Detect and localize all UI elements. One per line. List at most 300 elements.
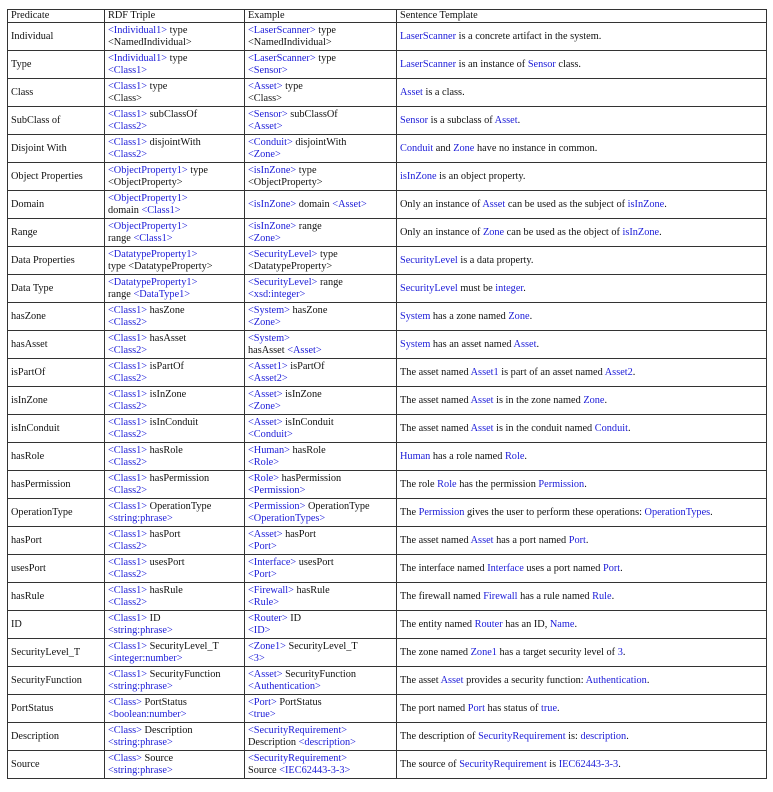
highlighted-term: <Zone> [248, 148, 281, 160]
plain-text: . [585, 534, 589, 546]
cell-line [108, 233, 241, 245]
cell-line [248, 753, 393, 765]
highlighted-term: <Firewall> [248, 584, 294, 596]
plain-text: Source [248, 764, 280, 776]
highlighted-term: <integer:number> [108, 652, 183, 664]
highlighted-term: <Class2> [108, 568, 148, 580]
plain-text: ID [147, 612, 161, 624]
cell-line [248, 373, 393, 385]
highlighted-term: Human [400, 450, 431, 462]
highlighted-term: <Class> [108, 752, 142, 764]
plain-text: is a data property. [457, 254, 534, 266]
highlighted-term: <Asset> [248, 668, 283, 680]
table-row [8, 163, 767, 191]
cell-line [248, 345, 393, 357]
highlighted-term: System [400, 338, 431, 350]
table-row [8, 191, 767, 219]
sentence-template-cell [397, 275, 767, 303]
highlighted-term: <SecurityRequirement> [248, 724, 348, 736]
highlighted-term: Conduit [400, 142, 434, 154]
cell-line [108, 93, 241, 105]
plain-text: The asset named [400, 534, 471, 546]
rdf-triple-cell [105, 107, 245, 135]
cell-line [108, 585, 241, 597]
rdf-triple-cell [105, 695, 245, 723]
table-row [8, 387, 767, 415]
highlighted-term: <Class1> [108, 500, 148, 512]
highlighted-term: 3 [617, 646, 623, 658]
example-cell [245, 471, 397, 499]
table-container [7, 9, 767, 779]
predicate-cell: SecurityFunction [8, 667, 105, 695]
plain-text: SecurityLevel_T [147, 640, 219, 652]
cell-line [248, 709, 393, 721]
example-cell [245, 191, 397, 219]
example-cell [245, 23, 397, 51]
plain-text: Only an instance of [400, 226, 483, 238]
predicate-cell: hasRole [8, 443, 105, 471]
cell-line [108, 401, 241, 413]
predicate-cell: Class [8, 79, 105, 107]
table-row [8, 639, 767, 667]
rdf-triple-cell [105, 247, 245, 275]
cell-line [108, 81, 241, 93]
cell-line [108, 569, 241, 581]
table-row [8, 555, 767, 583]
rdf-triple-cell [105, 359, 245, 387]
cell-line [248, 445, 393, 457]
cell-line [108, 149, 241, 161]
predicate-cell: Data Type [8, 275, 105, 303]
table-row [8, 331, 767, 359]
example-cell [245, 667, 397, 695]
highlighted-term: <ObjectProperty1> [108, 192, 188, 204]
example-cell [245, 387, 397, 415]
plain-text: . [604, 394, 608, 406]
highlighted-term: <Router> [248, 612, 288, 624]
highlighted-term: <Class2> [108, 540, 148, 552]
highlighted-term: <Asset> [332, 198, 367, 210]
predicate-table [7, 9, 767, 779]
rdf-triple-cell [105, 219, 245, 247]
highlighted-term: SecurityLevel [400, 254, 458, 266]
cell-line [108, 541, 241, 553]
table-row [8, 51, 767, 79]
plain-text: . [517, 114, 521, 126]
plain-text: isPartOf [287, 360, 325, 372]
sentence-template-cell [397, 583, 767, 611]
highlighted-term: Role [504, 450, 525, 462]
cell-line [108, 753, 241, 765]
highlighted-term: <DatatypeProperty1> [108, 276, 198, 288]
cell-line [108, 473, 241, 485]
cell-line [248, 401, 393, 413]
highlighted-term: <Asset2> [248, 372, 288, 384]
table-row [8, 219, 767, 247]
table-row [8, 611, 767, 639]
plain-text: The entity named [400, 618, 475, 630]
plain-text: can be used as the subject of [505, 198, 628, 210]
plain-text: SecurityFunction [282, 668, 357, 680]
plain-text: . [611, 590, 615, 602]
plain-text: uses a port named [523, 562, 603, 574]
cell-line [248, 625, 393, 637]
cell-line [108, 305, 241, 317]
predicate-cell: SubClass of [8, 107, 105, 135]
table-row [8, 527, 767, 555]
table-row [8, 415, 767, 443]
predicate-cell: Object Properties [8, 163, 105, 191]
plain-text: . [557, 702, 560, 714]
highlighted-term: <Zone> [248, 400, 281, 412]
cell-line [248, 249, 393, 261]
highlighted-term: <Class2> [108, 316, 148, 328]
plain-text: Source [141, 752, 174, 764]
sentence-template-cell [397, 415, 767, 443]
cell-line [248, 557, 393, 569]
cell-line [248, 697, 393, 709]
rdf-triple-cell [105, 583, 245, 611]
highlighted-term: <Asset> [248, 120, 283, 132]
highlighted-term: <Class1> [141, 204, 181, 216]
highlighted-term: Asset [470, 394, 494, 406]
rdf-triple-cell [105, 387, 245, 415]
highlighted-term: <Asset> [248, 416, 283, 428]
highlighted-term: Asset [400, 86, 423, 98]
cell-line [248, 765, 393, 777]
cell-line [248, 233, 393, 245]
plain-text: hasPermission [279, 472, 342, 484]
plain-text: type [315, 24, 336, 36]
cell-line [248, 81, 393, 93]
highlighted-term: <Class1> [108, 528, 148, 540]
highlighted-term: <isInZone> [248, 220, 297, 232]
rdf-triple-cell [105, 667, 245, 695]
sentence-template-cell [397, 331, 767, 359]
plain-text: Description [248, 736, 299, 748]
plain-text: <DatatypeProperty> [248, 260, 333, 272]
cell-line [108, 25, 241, 37]
highlighted-term: Port [568, 534, 586, 546]
predicate-cell: Range [8, 219, 105, 247]
highlighted-term: <Class2> [108, 400, 148, 412]
highlighted-term: Permission [538, 478, 585, 490]
table-row [8, 303, 767, 331]
predicate-cell: hasPermission [8, 471, 105, 499]
plain-text: isInZone [147, 388, 187, 400]
plain-text: has a port named [493, 534, 569, 546]
cell-line [248, 149, 393, 161]
predicate-cell: Domain [8, 191, 105, 219]
cell-line [108, 501, 241, 513]
plain-text: and [433, 142, 454, 154]
plain-text: is part of an asset named [498, 366, 605, 378]
highlighted-term: <Port> [248, 540, 277, 552]
highlighted-term: <Individual1> [108, 52, 168, 64]
rdf-triple-cell [105, 331, 245, 359]
highlighted-term: OperationTypes [644, 506, 711, 518]
highlighted-term: <Zone> [248, 316, 281, 328]
highlighted-term: <SecurityRequirement> [248, 752, 348, 764]
cell-line [108, 625, 241, 637]
cell-line [248, 737, 393, 749]
plain-text: isPartOf [147, 360, 184, 372]
highlighted-term: <Class1> [108, 668, 148, 680]
cell-line [248, 541, 393, 553]
sentence-template-cell [397, 303, 767, 331]
cell-line [108, 709, 241, 721]
cell-line [248, 221, 393, 233]
cell-line [108, 457, 241, 469]
cell-line [108, 429, 241, 441]
highlighted-term: <Class1> [133, 232, 173, 244]
plain-text: <ObjectProperty> [248, 176, 323, 188]
plain-text: range [317, 276, 343, 288]
cell-line [108, 205, 241, 217]
highlighted-term: Firewall [483, 590, 518, 602]
cell-line [108, 373, 241, 385]
plain-text: . [529, 310, 533, 322]
sentence-template-cell [397, 667, 767, 695]
highlighted-term: <Conduit> [248, 428, 293, 440]
highlighted-term: <Port> [248, 568, 277, 580]
example-cell [245, 499, 397, 527]
sentence-template-cell [397, 51, 767, 79]
example-cell [245, 331, 397, 359]
cell-line [108, 317, 241, 329]
sentence-template-cell [397, 79, 767, 107]
highlighted-term: SecurityLevel [400, 282, 458, 294]
cell-line [108, 725, 241, 737]
example-cell [245, 219, 397, 247]
table-row [8, 667, 767, 695]
plain-text: The asset named [400, 394, 471, 406]
plain-text: . [584, 478, 587, 490]
cell-line [108, 417, 241, 429]
predicate-cell: hasAsset [8, 331, 105, 359]
plain-text: <Class> [248, 92, 282, 104]
highlighted-term: <string:phrase> [108, 680, 173, 692]
plain-text: The asset [400, 674, 441, 686]
cell-line [108, 221, 241, 233]
cell-line [108, 765, 241, 777]
cell-line [248, 473, 393, 485]
highlighted-term: isInZone [622, 226, 660, 238]
plain-text: domain [108, 204, 142, 216]
sentence-template-cell [397, 611, 767, 639]
highlighted-term: <System> [248, 332, 290, 344]
highlighted-term: <Sensor> [248, 64, 288, 76]
plain-text: OperationType [305, 500, 370, 512]
plain-text: has a rule named [517, 590, 593, 602]
highlighted-term: <isInZone> [248, 164, 297, 176]
plain-text: is: [565, 730, 581, 742]
plain-text: The port named [400, 702, 468, 714]
cell-line [108, 697, 241, 709]
cell-line [108, 121, 241, 133]
plain-text: is a concrete artifact in the system. [456, 30, 602, 42]
highlighted-term: <IEC62443-3-3> [279, 764, 351, 776]
highlighted-term: <Class1> [108, 80, 148, 92]
highlighted-term: <Class1> [108, 388, 148, 400]
rdf-triple-cell [105, 191, 245, 219]
cell-line [248, 361, 393, 373]
sentence-template-cell [397, 443, 767, 471]
highlighted-term: <Class1> [108, 444, 148, 456]
cell-line [108, 37, 241, 49]
plain-text: hasRule [293, 584, 330, 596]
highlighted-term: <Conduit> [248, 136, 293, 148]
predicate-cell: hasPort [8, 527, 105, 555]
plain-text: The asset named [400, 422, 471, 434]
cell-line [108, 669, 241, 681]
cell-line [248, 569, 393, 581]
highlighted-term: <DatatypeProperty1> [108, 248, 198, 260]
highlighted-term: <Interface> [248, 556, 297, 568]
rdf-triple-cell [105, 751, 245, 779]
highlighted-term: <Class2> [108, 596, 148, 608]
predicate-cell: Type [8, 51, 105, 79]
predicate-cell: Description [8, 723, 105, 751]
rdf-triple-cell [105, 527, 245, 555]
table-row [8, 359, 767, 387]
rdf-triple-cell [105, 23, 245, 51]
plain-text: SecurityLevel_T [285, 640, 358, 652]
table-row [8, 107, 767, 135]
highlighted-term: <description> [298, 736, 356, 748]
highlighted-term: <Class1> [108, 360, 148, 372]
cell-line [108, 529, 241, 541]
predicate-cell: Data Properties [8, 247, 105, 275]
cell-line [108, 557, 241, 569]
rdf-triple-cell [105, 723, 245, 751]
highlighted-term: <Authentication> [248, 680, 321, 692]
plain-text: type [282, 80, 303, 92]
highlighted-term: <Rule> [248, 596, 280, 608]
cell-line [248, 53, 393, 65]
example-cell [245, 527, 397, 555]
plain-text: is an object property. [436, 170, 526, 182]
highlighted-term: <string:phrase> [108, 624, 173, 636]
highlighted-term: Zone [482, 226, 505, 238]
cell-line [248, 177, 393, 189]
highlighted-term: <Zone1> [248, 640, 286, 652]
table-row [8, 583, 767, 611]
plain-text: The role [400, 478, 438, 490]
predicate-cell: Individual [8, 23, 105, 51]
highlighted-term: isInZone [627, 198, 665, 210]
rdf-triple-cell [105, 611, 245, 639]
highlighted-term: <Class2> [108, 372, 148, 384]
highlighted-term: <Class2> [108, 456, 148, 468]
predicate-cell: isInZone [8, 387, 105, 415]
predicate-cell: SecurityLevel_T [8, 639, 105, 667]
highlighted-term: Port [602, 562, 621, 574]
cell-line [108, 485, 241, 497]
cell-line [108, 277, 241, 289]
plain-text: has a target security level of [496, 646, 618, 658]
highlighted-term: <Class2> [108, 428, 148, 440]
highlighted-term: Permission [418, 506, 465, 518]
example-cell [245, 107, 397, 135]
cell-line [248, 613, 393, 625]
highlighted-term: Router [474, 618, 503, 630]
plain-text: <Class> [108, 92, 142, 104]
table-row [8, 135, 767, 163]
rdf-triple-cell [105, 275, 245, 303]
highlighted-term: <ID> [248, 624, 271, 636]
example-cell [245, 611, 397, 639]
cell-line [108, 445, 241, 457]
cell-line [248, 389, 393, 401]
plain-text: hasRule [147, 584, 183, 596]
plain-text: isInConduit [147, 416, 199, 428]
table-row [8, 275, 767, 303]
plain-text: . [632, 366, 636, 378]
highlighted-term: <Asset> [248, 80, 283, 92]
sentence-template-cell [397, 639, 767, 667]
plain-text: range [296, 220, 322, 232]
plain-text: disjointWith [292, 136, 347, 148]
predicate-cell: hasRule [8, 583, 105, 611]
cell-line [108, 737, 241, 749]
plain-text: domain [296, 198, 333, 210]
plain-text: . [626, 730, 629, 742]
highlighted-term: <Class1> [108, 612, 148, 624]
highlighted-term: <Role> [248, 456, 280, 468]
plain-text: OperationType [147, 500, 212, 512]
cell-line [248, 165, 393, 177]
cell-line [248, 277, 393, 289]
cell-line [248, 109, 393, 121]
plain-text: hasRole [147, 444, 183, 456]
header-sentence-template: Sentence Template [397, 10, 767, 23]
rdf-triple-cell [105, 135, 245, 163]
highlighted-term: <Class2> [108, 344, 148, 356]
highlighted-term: <Class1> [108, 556, 148, 568]
highlighted-term: Zone [508, 310, 530, 322]
highlighted-term: Conduit [594, 422, 628, 434]
highlighted-term: <Class1> [108, 136, 148, 148]
highlighted-term: true [541, 702, 558, 714]
highlighted-term: SecurityRequirement [478, 730, 566, 742]
plain-text: type [187, 164, 208, 176]
predicate-cell: isInConduit [8, 415, 105, 443]
highlighted-term: Asset [482, 198, 506, 210]
plain-text: hasZone [289, 304, 328, 316]
highlighted-term: Asset [470, 422, 494, 434]
highlighted-term: Sensor [400, 114, 429, 126]
highlighted-term: <3> [248, 652, 265, 664]
cell-line [108, 109, 241, 121]
highlighted-term: <Asset> [287, 344, 322, 356]
cell-line [248, 37, 393, 49]
highlighted-term: Interface [487, 562, 524, 574]
highlighted-term: <Class2> [108, 148, 148, 160]
highlighted-term: Asset [440, 674, 464, 686]
predicate-cell: ID [8, 611, 105, 639]
cell-line [108, 641, 241, 653]
cell-line [108, 249, 241, 261]
cell-line [248, 529, 393, 541]
rdf-triple-cell [105, 303, 245, 331]
highlighted-term: integer [495, 282, 524, 294]
rdf-triple-cell [105, 471, 245, 499]
highlighted-term: <Class1> [108, 108, 148, 120]
table-row [8, 695, 767, 723]
highlighted-term: <Individual1> [108, 24, 168, 36]
header-row [8, 10, 767, 23]
